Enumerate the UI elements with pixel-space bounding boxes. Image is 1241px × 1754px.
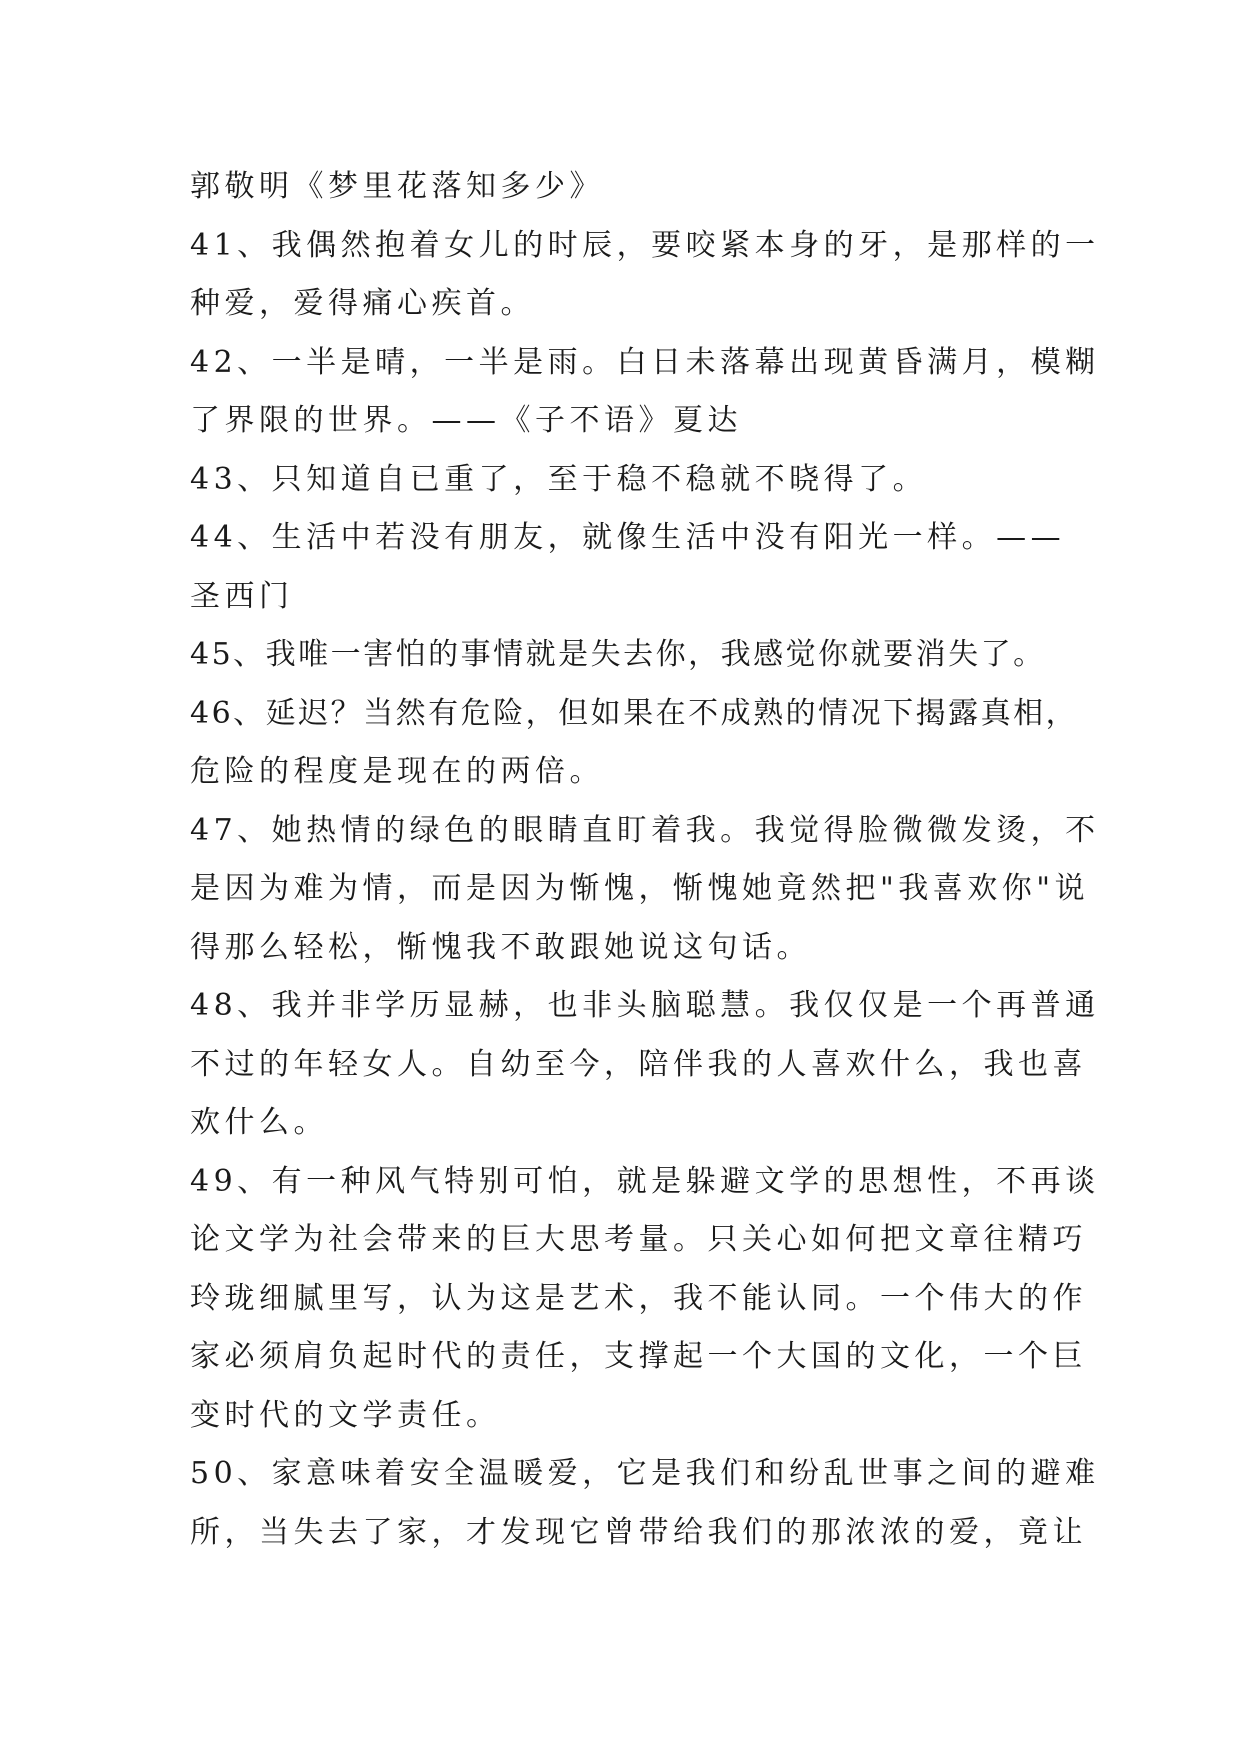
text-line: 欢什么。: [190, 1105, 328, 1140]
text-line: 46、延迟？当然有危险，但如果在不成熟的情况下揭露真相，: [190, 695, 1079, 731]
text-line: 危险的程度是现在的两倍。: [190, 754, 604, 789]
text-line: 论文学为社会带来的巨大思考量。只关心如何把文章往精巧: [190, 1222, 1087, 1257]
text-line: 是因为难为情，而是因为惭愧，惭愧她竟然把"我喜欢你"说: [190, 871, 1090, 906]
text-line: 48、我并非学历显赫，也非头脑聪慧。我仅仅是一个再普通: [190, 988, 1100, 1023]
text-line: 不过的年轻女人。自幼至今，陪伴我的人喜欢什么，我也喜: [190, 1046, 1087, 1082]
text-line: 郭敬明《梦里花落知多少》: [190, 169, 604, 204]
text-line: 42、一半是晴，一半是雨。白日未落幕出现黄昏满月，模糊: [190, 344, 1100, 380]
text-line: 得那么轻松，惭愧我不敢跟她说这句话。: [190, 929, 811, 965]
text-line: 玲珑细腻里写，认为这是艺术，我不能认同。一个伟大的作: [190, 1280, 1087, 1316]
text-line: 49、有一种风气特别可怕，就是躲避文学的思想性，不再谈: [190, 1163, 1100, 1199]
text-line: 所，当失去了家，才发现它曾带给我们的那浓浓的爱，竟让: [190, 1514, 1087, 1550]
text-line: 圣西门: [190, 578, 294, 614]
text-line: 种爱，爱得痛心疾首。: [190, 286, 535, 321]
text-line: 家必须肩负起时代的责任，支撑起一个大国的文化，一个巨: [190, 1339, 1087, 1374]
text-line: 变时代的文学责任。: [190, 1397, 501, 1433]
text-line: 44、生活中若没有朋友，就像生活中没有阳光一样。——: [190, 520, 1066, 555]
text-line: 43、只知道自已重了，至于稳不稳就不晓得了。: [190, 461, 928, 497]
text-line: 47、她热情的绿色的眼睛直盯着我。我觉得脸微微发烫，不: [190, 812, 1100, 848]
text-line: 45、我唯一害怕的事情就是失去你，我感觉你就要消失了。: [190, 637, 1046, 672]
document-body: [190, 158, 1100, 1562]
text-line: 41、我偶然抱着女儿的时辰，要咬紧本身的牙，是那样的一: [190, 227, 1100, 263]
text-line: 了界限的世界。——《子不语》夏达: [190, 403, 742, 438]
text-line: 50、家意味着安全温暖爱，它是我们和纷乱世事之间的避难: [190, 1456, 1100, 1491]
